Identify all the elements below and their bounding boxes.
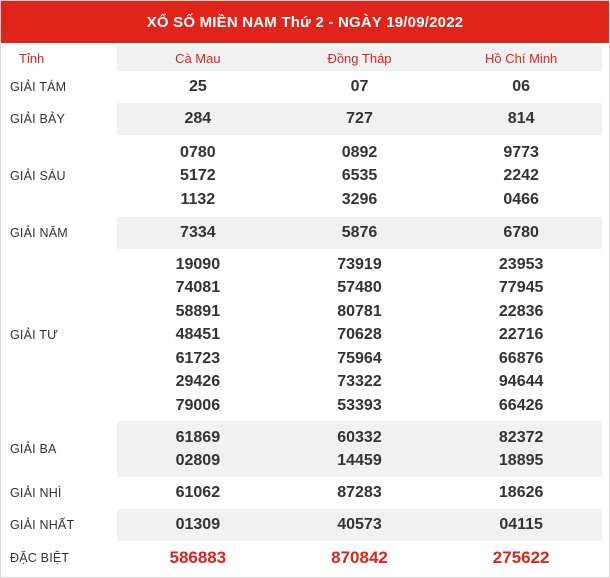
result-cell-dong-thap [279, 477, 441, 509]
column-header-dong-thap[interactable]: Đồng Tháp [279, 46, 441, 71]
result-number: 0892 [341, 143, 378, 161]
results-table [10, 46, 602, 575]
table-row-giai-tu [10, 249, 602, 421]
result-number: 66426 [498, 396, 544, 414]
result-cell-dong-thap [279, 217, 441, 249]
result-number: 1132 [180, 190, 216, 208]
result-cell-ho-chi-minh [440, 103, 602, 135]
result-number: 727 [346, 110, 373, 128]
result-cell-dong-thap [279, 103, 441, 135]
prize-label: GIẢI NHẤT [10, 518, 75, 532]
result-cell-ca-mau [117, 477, 279, 509]
result-cell-ca-mau [117, 541, 279, 575]
page-title: XỔ SỐ MIỀN NAM Thứ 2 - NGÀY 19/09/2022 [1, 1, 609, 43]
result-number: 04115 [499, 516, 543, 534]
result-cell-ca-mau [117, 103, 279, 135]
result-number: 66876 [498, 349, 544, 367]
result-cell-ho-chi-minh [440, 421, 602, 477]
result-number: 19090 [175, 255, 221, 273]
result-number: 29426 [175, 373, 221, 391]
result-number: 53393 [337, 396, 382, 414]
table-row-giai-nam [10, 217, 602, 249]
result-cell-ho-chi-minh [440, 541, 602, 575]
result-number: 814 [507, 110, 535, 128]
table-row-dac-biet [10, 541, 602, 575]
result-cell-ca-mau [117, 217, 279, 249]
result-number: 79006 [175, 396, 221, 414]
result-number: 73322 [337, 373, 382, 391]
result-number: 25 [188, 78, 207, 96]
result-number: 61723 [175, 349, 221, 367]
prize-label: GIẢI NHÌ [10, 486, 62, 500]
result-number: 7334 [180, 224, 216, 242]
result-cell-dong-thap [279, 421, 441, 477]
table-row-giai-nhi [10, 477, 602, 509]
result-number: 6780 [503, 224, 539, 242]
result-cell-dong-thap [279, 71, 441, 103]
result-cell-dong-thap [279, 249, 441, 421]
results-body [10, 71, 602, 575]
prize-label: GIẢI NĂM [10, 226, 68, 240]
result-cell-dong-thap [279, 135, 441, 217]
result-cell-dong-thap [279, 541, 441, 575]
result-cell-ca-mau [117, 509, 279, 541]
result-cell-ho-chi-minh [440, 249, 602, 421]
result-number: 22836 [498, 302, 544, 320]
result-number: 48451 [175, 326, 221, 344]
result-number: 14459 [337, 452, 382, 469]
result-cell-ho-chi-minh [440, 135, 602, 217]
result-cell-ca-mau [117, 249, 279, 421]
result-number: 01309 [175, 516, 221, 534]
column-header-ho-chi-minh[interactable]: Hồ Chí Minh [440, 46, 602, 71]
result-number: 73919 [337, 255, 382, 273]
prize-label: GIẢI TÁM [10, 80, 67, 94]
result-number: 06 [512, 78, 531, 96]
result-number: 07 [350, 78, 369, 96]
column-header-province-label: Tỉnh [19, 51, 45, 66]
result-number: 284 [184, 110, 212, 128]
table-row-giai-tam [10, 71, 602, 103]
result-number: 80781 [337, 302, 382, 320]
result-number: 87283 [337, 484, 382, 502]
result-number: 22716 [498, 326, 544, 344]
result-cell-ca-mau [117, 421, 279, 477]
prize-label: GIẢI BẢY [10, 112, 66, 126]
result-cell-ca-mau [117, 135, 279, 217]
result-number: 58891 [175, 302, 221, 320]
result-number: 02809 [175, 452, 221, 469]
result-number: 0466 [503, 190, 539, 208]
prize-label: GIẢI BA [10, 442, 57, 456]
result-number: 0780 [180, 143, 216, 161]
prize-label: GIẢI TƯ [10, 328, 58, 342]
result-cell-ca-mau [117, 71, 279, 103]
result-number: 94644 [498, 373, 544, 391]
table-row-giai-sau [10, 135, 602, 217]
special-prize-number: 586883 [169, 548, 227, 568]
result-cell-ho-chi-minh [440, 477, 602, 509]
result-number: 75964 [337, 349, 382, 367]
column-header-ca-mau[interactable]: Cà Mau [117, 46, 279, 71]
result-number: 5876 [341, 224, 378, 242]
result-number: 18626 [498, 484, 544, 502]
result-number: 23953 [498, 255, 544, 273]
result-cell-ho-chi-minh [440, 71, 602, 103]
result-cell-ho-chi-minh [440, 217, 602, 249]
table-row-giai-nhat [10, 509, 602, 541]
prize-label: GIẢI SÁU [10, 169, 66, 183]
result-number: 5172 [180, 167, 216, 185]
result-number: 60332 [337, 428, 382, 446]
special-prize-number: 275622 [492, 548, 550, 568]
result-number: 2242 [503, 167, 539, 185]
result-number: 74081 [175, 279, 221, 297]
result-number: 9773 [503, 143, 539, 161]
table-header-row [10, 46, 602, 71]
result-number: 18895 [498, 452, 544, 469]
result-number: 61062 [175, 484, 221, 502]
result-cell-ho-chi-minh [440, 509, 602, 541]
result-number: 77945 [498, 279, 544, 297]
prize-label: ĐẶC BIỆT [10, 551, 70, 565]
result-number: 57480 [337, 279, 382, 297]
table-row-giai-bay [10, 103, 602, 135]
result-number: 3296 [341, 190, 378, 208]
result-number: 6535 [341, 167, 378, 185]
table-row-giai-ba [10, 421, 602, 477]
result-number: 70628 [337, 326, 382, 344]
result-number: 40573 [337, 516, 382, 534]
result-number: 61869 [175, 428, 221, 446]
special-prize-number: 870842 [331, 548, 388, 568]
result-cell-dong-thap [279, 509, 441, 541]
result-number: 82372 [498, 428, 544, 446]
